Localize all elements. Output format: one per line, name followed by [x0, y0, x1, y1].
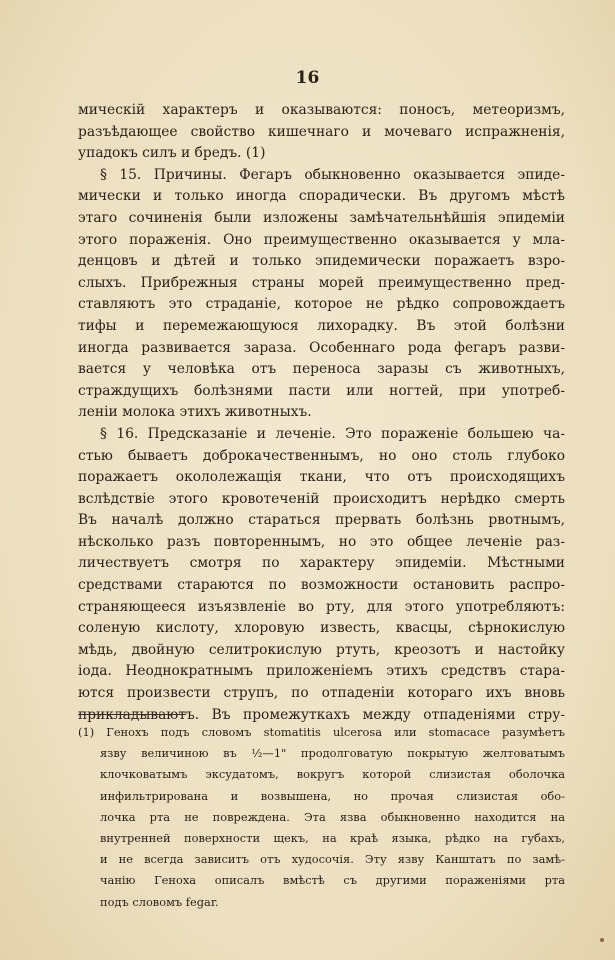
- text-line: страждущихъ болѣзнями пасти или ногтей, при употреб-: [78, 382, 565, 399]
- text-line: Въ началѣ должно стараться прервать болѣзнь рвотнымъ,: [78, 512, 565, 529]
- footnote-line: язву величиною въ ½—1" продолговатую покрытую желтоватымъ: [100, 746, 565, 761]
- footnote-line: клочковатымъ эксудатомъ, вокругъ которой слизистая оболочка: [100, 767, 565, 782]
- text-line: мическій характеръ и оказываются: поносъ, метеоризмъ,: [78, 102, 565, 118]
- text-line: соленую кислоту, хлоровую известь, квасцы, сѣрнокислую: [78, 620, 565, 637]
- text-line: упадокъ силъ и бредъ. (1): [78, 145, 266, 162]
- text-line: страняющееся изъязвленіе во рту, для этого употребляютъ:: [78, 598, 565, 615]
- footnote: [78, 722, 565, 913]
- text-line: леніи молока этихъ животныхъ.: [78, 404, 312, 421]
- text-line: мѣдь, двойную селитрокислую ртуть, креозотъ и настойку: [78, 641, 565, 658]
- text-line: средствами стараются по возможности остановить распро-: [78, 577, 565, 594]
- text-line: ставляютъ это страданіе, которое не рѣдко сопровождаетъ: [78, 296, 565, 313]
- text-line: разъѣдающее свойство кишечнаго и мочеваго испражненія,: [78, 123, 565, 140]
- text-line: мически и только иногда спорадически. Въ другомъ мѣстѣ: [78, 188, 565, 205]
- text-line: денцовъ и дѣтей и только эпидемически поражаетъ взро-: [78, 253, 565, 270]
- footnote-line: (1) Геноxъ подъ словомъ stomatitis ulcerosa или stomacace разумѣетъ: [78, 725, 565, 739]
- text-line: вслѣдствіе этого кровотеченій происходитъ нерѣдко смерть: [78, 490, 565, 507]
- text-line: слыхъ. Прибрежныя страны морей преимущественно пред-: [78, 274, 565, 291]
- footnote-line: подъ словомъ fegar.: [100, 894, 219, 909]
- text-line: ются произвести струпъ, по отпаденіи котораго ихъ вновь: [78, 685, 565, 702]
- body-text: [78, 100, 565, 726]
- text-line: іода. Неоднократнымъ приложеніемъ этихъ средствъ стара-: [78, 663, 565, 680]
- footnote-line: чанію Геноха описалъ вмѣстѣ съ другими пораженіями рта: [100, 873, 565, 888]
- paper-blemish: [600, 938, 604, 942]
- footnote-line: лочка рта не повреждена. Эта язва обыкновенно находится на: [100, 809, 565, 824]
- text-line: этого пораженія. Оно преимущественно оказывается у мла-: [78, 231, 565, 248]
- section-15-heading-line: § 15. Причины. Фегаръ обыкновенно оказывается эпиде-: [100, 166, 565, 183]
- page-number: 16: [295, 68, 320, 88]
- text-line: поражаетъ окололежащія ткани, что отъ происходящихъ: [78, 469, 565, 486]
- text-line: личествуетъ смотря по характеру эпидеміи. Мѣстными: [78, 555, 565, 572]
- section-16-heading-line: § 16. Предсказаніе и леченіе. Это пораженіе большею ча-: [100, 425, 565, 442]
- text-line: иногда развивается зараза. Особеннаго рода фегаръ разви-: [78, 339, 565, 356]
- text-line: прикладываютъ. Въ промежуткахъ между отпаденіями стру-: [78, 706, 565, 723]
- text-line: этаго сочиненія были изложены замѣчательнѣйшія эпидеміи: [78, 209, 565, 226]
- text-line: нѣсколько разъ повтореннымъ, но это общее леченіе раз-: [78, 533, 565, 550]
- footnote-line: и не всегда зависитъ отъ худосочія. Эту язву Канштатъ по замѣ-: [100, 852, 565, 867]
- text-line: тифы и перемежающуюся лихорадку. Въ этой болѣзни: [78, 317, 565, 334]
- text-line: вается у человѣка отъ переноса заразы съ животныхъ,: [78, 361, 565, 378]
- footnote-divider: [78, 714, 186, 715]
- footnote-line: внутренней поверхности щекъ, на краѣ языка, рѣдко на губахъ,: [100, 830, 565, 845]
- footnote-line: инфильтрирована и возвышена, но прочая слизистая обо-: [100, 788, 565, 803]
- text-line: стью бываетъ доброкачественнымъ, но оно столь глубоко: [78, 447, 565, 464]
